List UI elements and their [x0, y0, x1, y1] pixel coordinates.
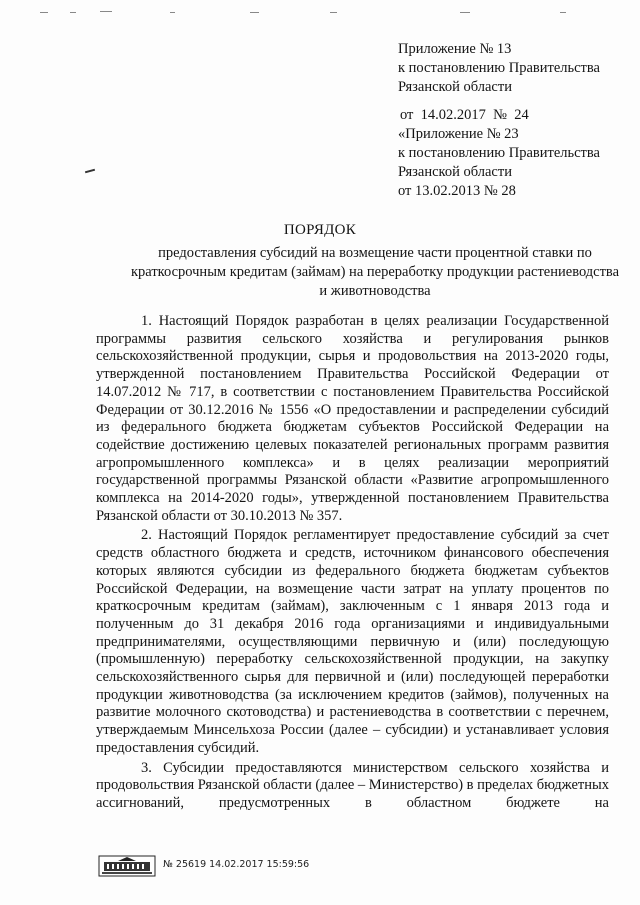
appendix-date: от 14.02.2017 № 24 — [400, 107, 529, 123]
appendix-line: Рязанской области — [398, 79, 512, 95]
scan-artifact — [250, 12, 259, 13]
prior-appendix-line: к постановлению Правительства — [398, 145, 600, 161]
appendix-line: к постановлению Правительства — [398, 60, 600, 76]
registration-number: № 25619 14.02.2017 15:59:56 — [163, 859, 310, 870]
scan-artifact — [40, 12, 48, 13]
scan-artifact — [100, 11, 112, 12]
scan-artifact — [170, 12, 175, 13]
scan-artifact — [560, 12, 566, 13]
appendix-line: Приложение № 13 — [398, 41, 512, 57]
scan-artifact — [330, 12, 337, 13]
prior-appendix-header — [398, 125, 628, 201]
document-subtitle: предоставления субсидий на возмещение части процентной ставки по краткосрочным кредитам (займам) на переработку продукции растениеводства и животноводства — [130, 245, 620, 299]
paragraph: 2. Настоящий Порядок регламентирует предоставление субсидий за счет средств областного бюджета и средств, источником финансового обеспечения которых являются субсидии из федерального бюджета бюджетам субъектов Российской Федерации, на возмещение части затрат на уплату процентов по краткосрочным кредитам (займам), заключенным с 1 января 2013 года и полученным до 31 декабря 2016 года организациями и индивидуальными предпринимателями, осуществляющими первичную и (или) последующую (промышленную) переработку сельскохозяйственной продукции, на закупку сельскохозяйственного сырья для первичной и (или) последующей переработки продукции животноводства (за исключением кредитов (займов), полученных на развитие молочного скотоводства) и растениеводства в соответствии с перечнем, утверждаемым Минсельхоза России (далее – субсидии) и устанавливает условия предоставления субсидий. — [96, 527, 609, 756]
scan-artifact — [70, 12, 76, 13]
paragraph: 3. Субсидии предоставляются министерством сельского хозяйства и продовольствия Рязанской области (далее – Министерство) в пределах бюджетных ассигнований, предусмотренных в областном бюджете на — [96, 759, 609, 811]
document-title: ПОРЯДОК — [283, 222, 357, 238]
appendix-header — [398, 40, 628, 125]
scan-artifact — [460, 12, 470, 13]
building-stamp-icon — [98, 855, 156, 877]
prior-appendix-line: Рязанской области — [398, 164, 512, 180]
registration-footer — [98, 855, 398, 881]
prior-appendix-line: «Приложение № 23 — [398, 126, 519, 142]
paragraph: 1. Настоящий Порядок разработан в целях реализации Государственной программы развития сельского хозяйства и регулирования рынков сельскохозяйственной продукции, сырья и продовольствия на 2013-2020 годы, утвержденной постановлением Правительства Российской Федерации от 14.07.2012 № 717, в соответствии с постановлением Правительства Российской Федерации от 30.12.2016 № 1556 «О предоставлении и распределении субсидий из федерального бюджета бюджетам субъектов Российской Федерации на содействие достижению целевых показателей региональных программ развития агропромышленного комплекса» и в целях реализации мероприятий государственной программы Рязанской области «Развитие агропромышленного комплекса на 2014-2020 годы», утвержденной постановлением Правительства Рязанской области от 30.10.2013 № 357. — [96, 313, 609, 524]
prior-appendix-line: от 13.02.2013 № 28 — [398, 183, 516, 199]
pen-mark — [85, 169, 95, 174]
document-body — [96, 313, 609, 813]
